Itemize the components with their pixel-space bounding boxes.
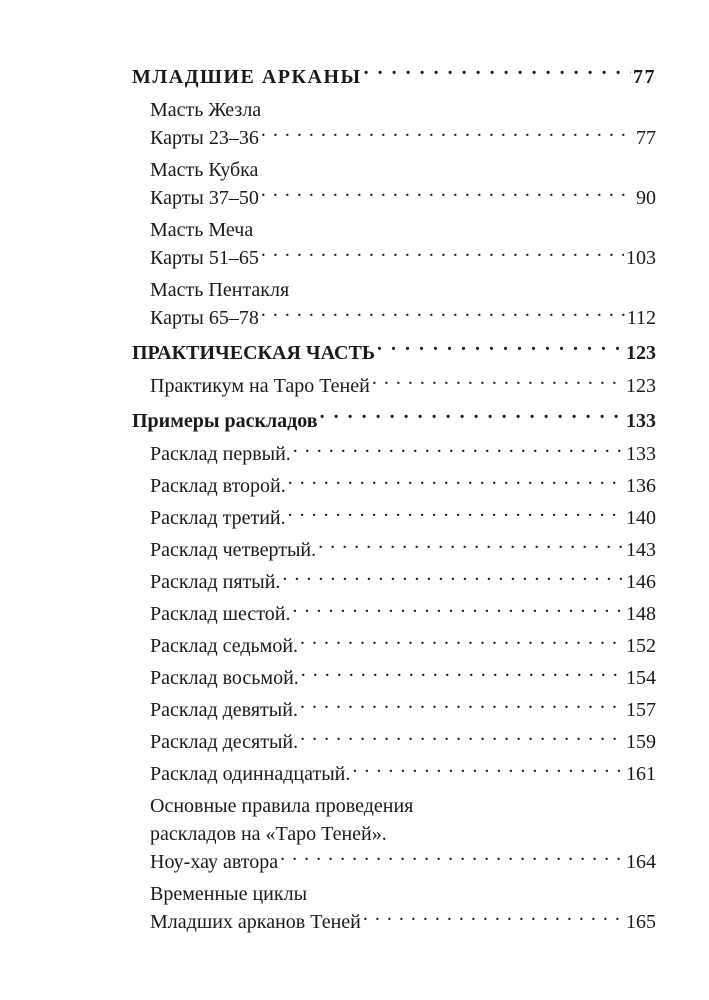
- toc-page-number: 136: [626, 475, 656, 497]
- toc-page-number: 112: [626, 307, 656, 329]
- toc-page-number: 157: [626, 699, 656, 721]
- toc-entry-layout: [132, 632, 656, 660]
- toc-entry-title: Временные циклы: [150, 883, 308, 905]
- toc-entry-layout: [132, 728, 656, 756]
- dot-leader: [293, 440, 624, 460]
- toc-page-number: 161: [626, 763, 656, 785]
- toc-entry-title: Масть Меча: [150, 219, 254, 241]
- toc-page-number: 152: [626, 635, 656, 657]
- dot-leader: [292, 600, 624, 620]
- toc-entry-title: Расклад одиннадцатый.: [150, 763, 351, 785]
- dot-leader: [320, 407, 624, 427]
- dot-leader: [280, 848, 624, 868]
- toc-page-number: 154: [626, 667, 656, 689]
- toc-page-number: 123: [626, 375, 656, 397]
- toc-page-number: 103: [626, 247, 656, 269]
- toc-entry-layout: [132, 440, 656, 468]
- dot-leader: [352, 760, 624, 780]
- toc-entry-layout: [132, 536, 656, 564]
- toc-page-number: 148: [626, 603, 656, 625]
- toc-entry-title: Расклад девятый.: [150, 699, 298, 721]
- toc-entry-title: Расклад четвертый.: [150, 539, 317, 561]
- toc-entry-layout: [132, 600, 656, 628]
- toc-entry-title: Расклад первый.: [150, 443, 291, 465]
- toc-entry-layout: [132, 472, 656, 500]
- dot-leader: [261, 304, 625, 324]
- toc-entry-title: Расклад пятый.: [150, 571, 281, 593]
- toc-entry-layout: [132, 568, 656, 596]
- toc-layouts-list: [132, 440, 656, 788]
- dot-leader: [363, 908, 624, 928]
- toc-page-number: 133: [626, 443, 656, 465]
- dot-leader: [288, 472, 624, 492]
- toc-entry-pentacles: [132, 276, 656, 332]
- toc-entry-title: Масть Пентакля: [150, 279, 290, 301]
- toc-page-number: 159: [626, 731, 656, 753]
- toc-page-number: 77: [633, 66, 656, 88]
- toc-entry-subtitle: Ноу-хау автора: [150, 851, 279, 873]
- toc-section-minor-arcana: [132, 62, 656, 92]
- table-of-contents: [132, 56, 656, 936]
- toc-entry-layout: [132, 664, 656, 692]
- toc-page-number: 164: [626, 851, 656, 873]
- toc-entry-layout: [132, 696, 656, 724]
- dot-leader: [288, 504, 624, 524]
- toc-page-number: 146: [626, 571, 656, 593]
- toc-entry-wands: [132, 96, 656, 152]
- dot-leader: [300, 696, 624, 716]
- toc-entry-title: Расклад второй.: [150, 475, 286, 497]
- toc-section-title: ПРАКТИЧЕСКАЯ ЧАСТЬ: [132, 342, 376, 364]
- toc-entry-title: Расклад третий.: [150, 507, 286, 529]
- toc-entry-title-cont: раскладов на «Таро Теней».: [150, 823, 387, 845]
- toc-section-title: МЛАДШИЕ АРКАНЫ: [132, 66, 362, 88]
- dot-leader: [364, 63, 631, 83]
- toc-page-number: 90: [636, 187, 656, 209]
- toc-entry-title: Основные правила проведения: [150, 795, 414, 817]
- toc-entry-subtitle: Карты 37–50: [150, 187, 259, 209]
- toc-entry-title: Расклад восьмой.: [150, 667, 299, 689]
- toc-entry-layout: [132, 504, 656, 532]
- toc-entry-title: Практикум на Таро Теней: [150, 375, 370, 397]
- toc-page-number: 123: [626, 342, 656, 364]
- dot-leader: [300, 632, 624, 652]
- toc-page-number: 77: [636, 127, 656, 149]
- dot-leader: [300, 728, 624, 748]
- toc-entry-praktikum: [132, 372, 656, 400]
- toc-entry-subtitle: Младших арканов Теней: [150, 911, 361, 933]
- toc-section-title: Примеры раскладов: [132, 410, 318, 432]
- toc-entry-subtitle: Карты 51–65: [150, 247, 259, 269]
- toc-entry-rules: [132, 792, 656, 876]
- dot-leader: [282, 568, 624, 588]
- toc-entry-title: Масть Жезла: [150, 99, 262, 121]
- toc-section-practical: [132, 338, 656, 368]
- toc-entry-subtitle: Карты 65–78: [150, 307, 259, 329]
- toc-entry-title: Расклад шестой.: [150, 603, 291, 625]
- toc-page-number: 143: [626, 539, 656, 561]
- dot-leader: [372, 372, 624, 392]
- toc-entry-title: Расклад десятый.: [150, 731, 299, 753]
- dot-leader: [377, 339, 624, 359]
- dot-leader: [261, 184, 634, 204]
- toc-section-examples: [132, 406, 656, 436]
- toc-entry-title: Масть Кубка: [150, 159, 259, 181]
- dot-leader: [301, 664, 624, 684]
- toc-entry-cups: [132, 156, 656, 212]
- dot-leader: [318, 536, 624, 556]
- toc-entry-title: Расклад седьмой.: [150, 635, 299, 657]
- toc-page-number: 133: [626, 410, 656, 432]
- toc-page-number: 140: [626, 507, 656, 529]
- toc-page-number: 165: [626, 911, 656, 933]
- toc-entry-subtitle: Карты 23–36: [150, 127, 259, 149]
- dot-leader: [261, 244, 624, 264]
- toc-entry-swords: [132, 216, 656, 272]
- dot-leader: [261, 124, 634, 144]
- toc-entry-layout: [132, 760, 656, 788]
- toc-entry-cycles: [132, 880, 656, 936]
